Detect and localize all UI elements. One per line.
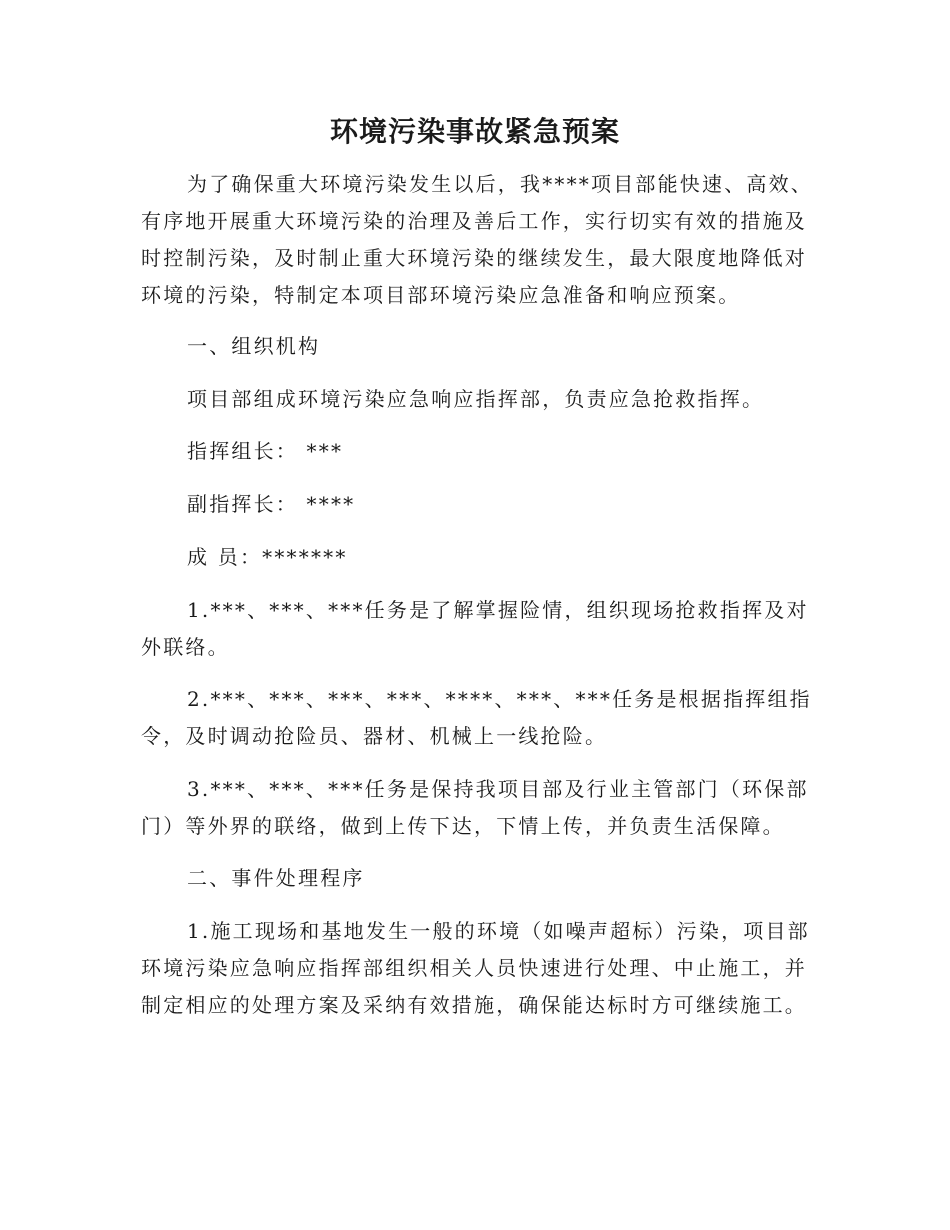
intro-paragraph: 为了确保重大环境污染发生以后，我****项目部能快速、高效、有序地开展重大环境污染的治理及善后工作，实行切实有效的措施及时控制污染，及时制止重大环境污染的继续发生，最大限度地降低对环境的污染，特制定本项目部环境污染应急准备和响应预案。	[141, 172, 813, 307]
paragraph-commander: 指挥组长： ***	[187, 439, 344, 463]
section-heading-organization: 一、组织机构	[187, 334, 321, 358]
paragraph-deputy-commander: 副指挥长： ****	[187, 492, 356, 516]
paragraph-command-formation: 项目部组成环境污染应急响应指挥部，负责应急抢救指挥。	[187, 387, 765, 411]
paragraph-task-2: 2.***、***、***、***、****、***、***任务是根据指挥组指令，及时调动抢险员、器材、机械上一线抢险。	[141, 687, 812, 748]
section-heading-procedure: 二、事件处理程序	[187, 866, 365, 890]
document-title: 环境污染事故紧急预案	[329, 115, 620, 148]
paragraph-procedure-1: 1.施工现场和基地发生一般的环境（如噪声超标）污染，项目部环境污染应急响应指挥部组织相关人员快速进行处理、中止施工，并制定相应的处理方案及采纳有效措施，确保能达标时方可继续施工。	[141, 919, 810, 1017]
paragraph-members: 成 员：*******	[187, 545, 348, 569]
paragraph-task-3: 3.***、***、***任务是保持我项目部及行业主管部门（环保部门）等外界的联络，做到上传下达，下情上传，并负责生活保障。	[141, 777, 809, 838]
paragraph-task-1: 1.***、***、***任务是了解掌握险情，组织现场抢救指挥及对外联络。	[141, 598, 809, 659]
